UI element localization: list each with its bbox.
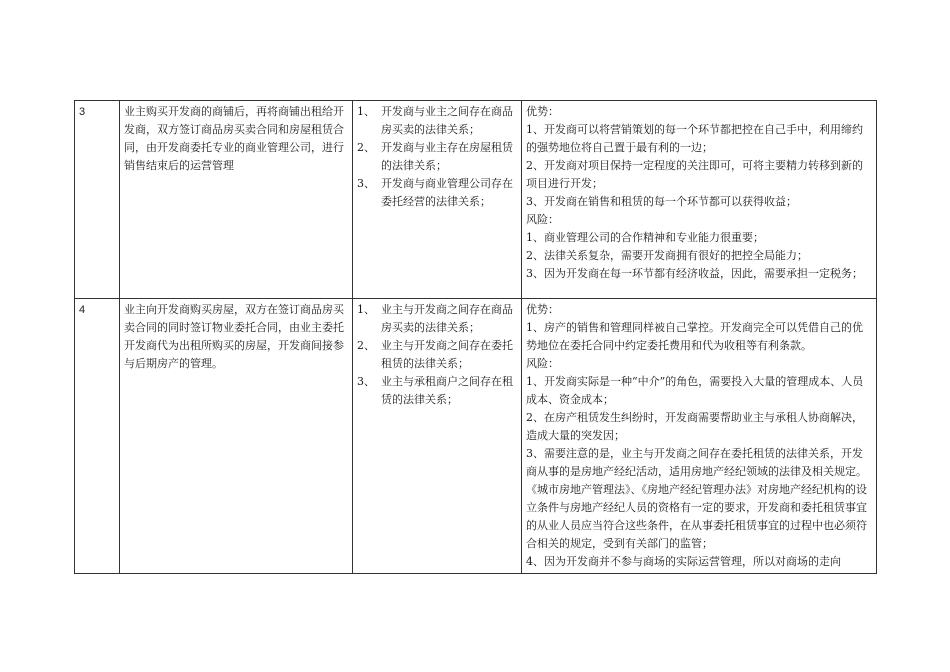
legal-relation-item: 2、 开发商与业主存在房屋租赁的法律关系； <box>357 141 513 172</box>
analysis-line: 3、需要注意的是，业主与开发商之间存在委托租赁的法律关系，开发商从事的是房地产经纪活动，适用房地产经纪领域的法律及相关规定。《城市房地产管理法》、《房地产经纪管理办法》对房地产经纪机构的设立条件与房地产经纪人员的资格有一定的要求，开发商和委托租赁事宜的从业人员应当符合这些条件，在从事委托租赁事宜的过程中也必须符合相关的规定，受到有关部门的监管； <box>526 447 867 550</box>
analysis-line: 3、开发商在销售和租赁的每一个环节都可以获得收益； <box>526 195 797 208</box>
legal-relation-item: 3、 开发商与商业管理公司存在委托经营的法律关系； <box>357 177 513 208</box>
legal-relations-cell <box>353 299 522 574</box>
analysis-heading-risks: 风险： <box>526 213 559 226</box>
analysis-line: 1、房产的销售和管理同样被自己掌控。开发商完全可以凭借自己的优势地位在委托合同中约定委托费用和代为收租等有利条款。 <box>526 321 863 352</box>
legal-relation-item: 2、 业主与开发商之间存在委托租赁的法律关系； <box>357 339 513 370</box>
pros-cons-cell <box>522 299 877 574</box>
legal-relation-item: 1、 开发商与业主之间存在商品房买卖的法律关系； <box>357 105 513 136</box>
analysis-heading-pros: 优势： <box>526 303 559 316</box>
table-row <box>75 101 877 299</box>
mode-description: 业主向开发商购买房屋，双方在签订商品房买卖合同的同时签订物业委托合同，由业主委托开发商代为出租所购买的房屋，开发商间接参与后期房产的管理。 <box>120 299 353 574</box>
analysis-line: 3、因为开发商在每一环节都有经济收益，因此，需要承担一定税务； <box>526 267 863 280</box>
analysis-line: 2、法律关系复杂，需要开发商拥有很好的把控全局能力； <box>526 249 808 262</box>
legal-relations-cell <box>353 101 522 299</box>
analysis-line: 4、因为开发商并不参与商场的实际运营管理，所以对商场的走向 <box>526 555 841 568</box>
legal-relation-item: 1、 业主与开发商之间存在商品房买卖的法律关系； <box>357 303 513 334</box>
analysis-line: 1、开发商可以将营销策划的每一个环节都把控在自己手中，利用缔约的强势地位将自己置于最有利的一边； <box>526 123 863 154</box>
row-number: 3 <box>75 101 120 299</box>
row-number: 4 <box>75 299 120 574</box>
legal-relation-item: 3、 业主与承租商户之间存在租赁的法律关系； <box>357 375 513 406</box>
analysis-line: 2、在房产租赁发生纠纷时，开发商需要帮助业主与承租人协商解决，造成大量的突发因； <box>526 411 863 442</box>
table-row <box>75 299 877 574</box>
pros-cons-cell <box>522 101 877 299</box>
analysis-line: 2、开发商对项目保持一定程度的关注即可，可将主要精力转移到新的项目进行开发； <box>526 159 863 190</box>
mode-comparison-table <box>74 100 877 574</box>
mode-description: 业主购买开发商的商铺后，再将商铺出租给开发商，双方签订商品房买卖合同和房屋租赁合同，由开发商委托专业的商业管理公司，进行销售结束后的运营管理 <box>120 101 353 299</box>
analysis-line: 1、开发商实际是一种“中介”的角色，需要投入大量的管理成本、人员成本、资金成本； <box>526 375 864 406</box>
analysis-line: 1、商业管理公司的合作精神和专业能力很重要； <box>526 231 764 244</box>
analysis-heading-pros: 优势： <box>526 105 559 118</box>
analysis-heading-risks: 风险： <box>526 357 559 370</box>
